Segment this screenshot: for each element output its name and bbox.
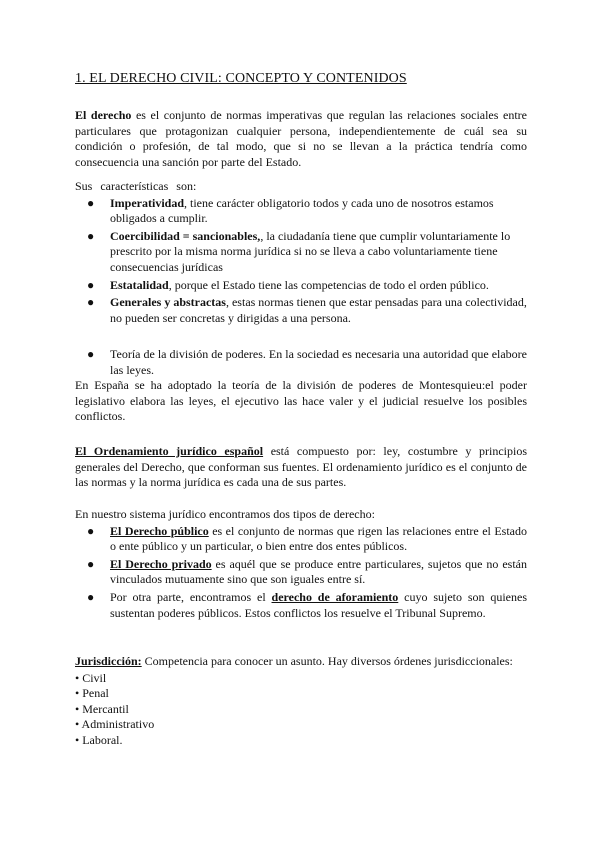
tipos-label: En nuestro sistema jurídico encontramos dos tipos de derecho: xyxy=(75,507,375,521)
list-item: ● El Derecho privado es aquél que se produce entre particulares, sujetos que no están vinculados mutuamente sino que son iguales entre sí. xyxy=(87,556,527,587)
intro-text: es el conjunto de normas imperativas que regulan las relaciones sociales entre particulares que protagonizan cualquier persona, independientemente de cuál sea su condición o profesión, de tal modo, que si no se llevan a la práctica tendría como consecuencia una sanción por parte del Estado. xyxy=(75,108,528,169)
list-item: ● Imperatividad, tiene carácter obligatorio todos y cada uno de nosotros estamos obligados a cumplir. xyxy=(87,195,494,226)
caracteristicas-list xyxy=(75,196,527,327)
ordenamiento-text: está compuesto por: ley, costumbre y principios generales del Derecho, que conforman sus fuentes. El ordenamiento jurídico es el conjunto de las normas y la norma jurídica es cada una de sus partes. xyxy=(75,444,528,490)
bullet-icon: ● xyxy=(87,589,95,604)
list-item: ● Teoría de la división de poderes. En la sociedad es necesaria una autoridad que elabore las leyes. xyxy=(87,347,527,377)
bullet-icon: ● xyxy=(87,347,95,361)
list-item: ● Coercibilidad = sancionables,, la ciudadanía tiene que cumplir voluntariamente lo prescrito por la misma norma jurídica si no se lleva a cabo voluntariamente tiene consecuencias jurídicas xyxy=(87,228,511,274)
bullet-icon: ● xyxy=(87,523,95,538)
list-item: ● El Derecho público es el conjunto de normas que rigen las relaciones entre el Estado o ente público y un particular, o bien entre dos entes públicos. xyxy=(87,523,527,554)
tipos-list xyxy=(75,524,527,622)
bullet-icon: ● xyxy=(87,295,95,310)
caracteristicas-label: Sus características son: xyxy=(75,179,197,193)
caracteristicas-section xyxy=(75,179,527,326)
list-item: ● Por otra parte, encontramos el derecho de aforamiento cuyo sujeto son quienes sustentan poderes públicos. Estos conflictos los resuelve el Tribunal Supremo. xyxy=(87,589,527,620)
division-list xyxy=(75,347,527,378)
bullet-icon: ● xyxy=(87,556,95,571)
list-item: • Laboral. xyxy=(75,732,123,747)
jurisdiccion-section xyxy=(75,654,527,749)
ordenamiento-paragraph xyxy=(75,444,527,491)
intro-paragraph xyxy=(75,108,527,170)
bullet-icon: ● xyxy=(87,195,95,210)
ordenes-list xyxy=(75,671,527,749)
jurisdiccion-text: Competencia para conocer un asunto. Hay diversos órdenes jurisdiccionales: xyxy=(141,654,513,668)
list-item: ● Estatalidad, porque el Estado tiene las competencias de todo el orden público. xyxy=(87,277,489,292)
list-item: • Administrativo xyxy=(75,717,155,732)
tipos-section xyxy=(75,507,527,621)
division-text: En España se ha adoptado la teoría de la división de poderes de Montesquieu:el poder legislativo elabora las leyes, el ejecutivo las hace valer y el judicial resuelve los posibles conflictos. xyxy=(75,378,527,424)
jurisdiccion-term: Jurisdicción: xyxy=(75,654,142,668)
bullet-icon: ● xyxy=(87,277,95,292)
page-title: 1. EL DERECHO CIVIL: CONCEPTO Y CONTENIDOS xyxy=(75,71,407,86)
intro-term: El derecho xyxy=(75,108,132,122)
division-section xyxy=(75,347,527,425)
list-item: ● Generales y abstractas, estas normas tienen que estar pensadas para una colectividad, no pueden ser concretas y dirigidas a una persona. xyxy=(87,295,527,325)
bullet-icon: ● xyxy=(87,228,95,243)
list-item: • Civil xyxy=(75,670,107,685)
list-item: • Penal xyxy=(75,686,109,701)
list-item: • Mercantil xyxy=(75,701,129,716)
ordenamiento-term: El Ordenamiento jurídico español xyxy=(75,444,264,458)
jurisdiccion-line xyxy=(75,654,527,670)
